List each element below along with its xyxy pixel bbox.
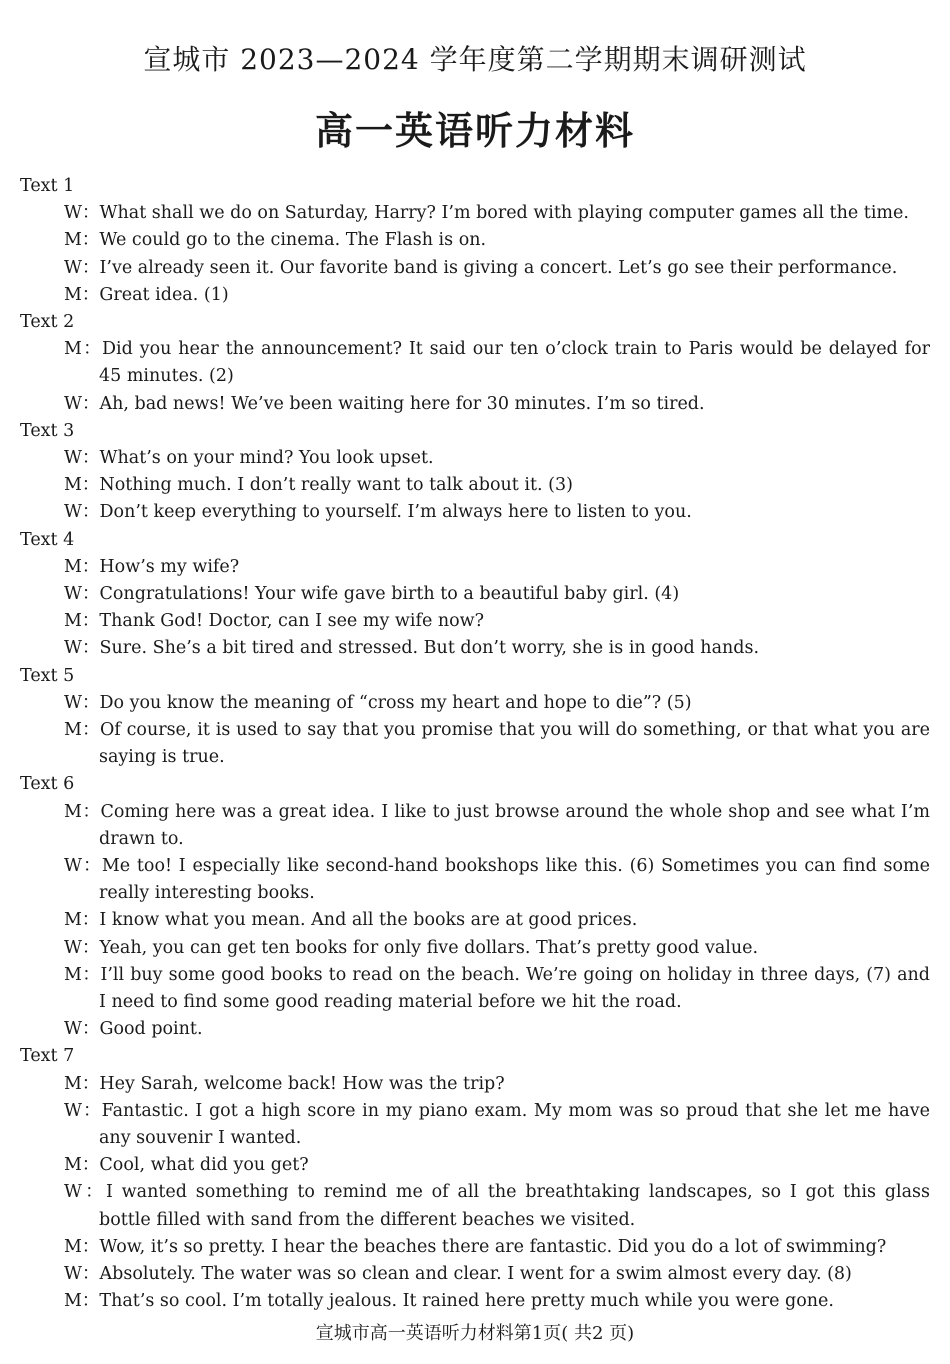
text-heading: Text 1 [20,176,75,196]
dialogue-line [64,472,930,499]
speaker-label: M： [64,1236,100,1257]
document-subtitle: 高一英语听力材料 [314,109,635,153]
dialogue-line [64,391,930,418]
speaker-label: W： [64,1100,102,1121]
text-heading: Text 3 [20,420,75,441]
dialogue-text: Absolutely. The water was so clean and clear. I went for a swim almost every day. (8) [99,1264,852,1285]
speaker-label: M： [64,1155,100,1176]
speaker-label: W： [64,257,100,278]
dialogue-text: That’s so cool. I’m totally jealous. It rained here pretty much while you were gone. [99,1291,834,1312]
dialogue-text: Nothing much. I don’t really want to talk about it. (3) [99,475,573,496]
dialogue-line [64,1261,930,1288]
dialogue-text: Ah, bad news! We’ve been waiting here for 30 minutes. I’m so tired. [99,393,705,414]
dialogue-text: What shall we do on Saturday, Harry? I’m bored with playing computer games all the time. [99,203,909,224]
speaker-label: W： [64,203,100,224]
text-section [20,663,930,772]
dialogue-text: Me too! I especially like second-hand bookshops like this. (6) Sometimes you can find some really interesting books. [99,855,930,904]
speaker-label: M： [64,1073,100,1094]
speaker-label: W： [64,937,100,958]
text-section [20,309,930,418]
dialogue-line [64,935,930,962]
page-footer: 宣城市高一英语听力材料第1页( 共2 页) [315,1323,635,1344]
speaker-label: M： [64,230,100,251]
dialogue-text: Coming here was a great idea. I like to just browse around the whole shop and see what I’m drawn to. [99,801,931,849]
dialogue-text: Don’t keep everything to yourself. I’m always here to listen to you. [99,502,692,523]
speaker-label: W： [64,855,102,876]
dialogue-text: We could go to the cinema. The Flash is on. [99,230,487,251]
document-title: 宣城市 2023—2024 学年度第二学期期末调研测试 [143,43,807,76]
text-heading: Text 5 [20,665,75,686]
speaker-label: M： [64,964,101,985]
dialogue-line [64,608,930,635]
speaker-label: W： [64,638,100,659]
dialogue-text: I know what you mean. And all the books are at good prices. [99,910,638,931]
dialogue-line [64,581,930,608]
speaker-label: W： [64,447,100,468]
speaker-label: W： [64,502,100,523]
dialogue-line [64,255,930,282]
dialogue-text: Good point. [99,1019,203,1040]
text-section [20,173,930,309]
speaker-label: W： [64,692,100,713]
dialogue-line [64,907,930,934]
dialogue-text: Fantastic. I got a high score in my piano exam. My mom was so proud that she let me have any souvenir I wanted. [99,1100,930,1148]
dialogue-text: Cool, what did you get? [99,1155,309,1176]
dialogue-text: Congratulations! Your wife gave birth to a beautiful baby girl. (4) [99,583,680,604]
dialogue-line [64,1016,930,1043]
text-heading: Text 7 [20,1046,75,1067]
speaker-label: M： [64,801,101,822]
dialogue-line [64,499,930,526]
dialogue-line [64,635,930,662]
dialogue-text: Do you know the meaning of “cross my heart and hope to die”? (5) [99,692,692,713]
dialogue-text: Did you hear the announcement? It said our ten o’clock train to Paris would be delayed for 45 minutes. (2) [99,339,930,387]
speaker-label: W： [64,1264,100,1285]
dialogue-line [64,1288,930,1315]
text-section [20,418,930,527]
dialogue-line [64,282,930,309]
dialogue-text: How’s my wife? [99,556,240,577]
speaker-label: M： [64,284,100,305]
dialogue-text: Of course, it is used to say that you promise that you will do something, or that what you are saying is true. [99,719,930,768]
speaker-label: M： [64,556,100,577]
speaker-label: M： [64,611,100,632]
text-heading: Text 2 [20,312,75,332]
text-heading: Text 6 [20,774,75,795]
dialogue-line [64,1179,930,1233]
speaker-label: W： [64,1019,100,1040]
dialogue-line [64,690,930,717]
dialogue-text: What’s on your mind? You look upset. [99,447,434,468]
speaker-label: W： [64,393,100,414]
dialogue-text: Sure. She’s a bit tired and stressed. But don’t worry, she is in good hands. [99,638,760,659]
speaker-label: W： [64,583,100,604]
dialogue-line [64,227,930,254]
speaker-label: M： [64,719,100,740]
text-section [20,527,930,663]
speaker-label: M： [64,1291,100,1312]
dialogue-line [64,1234,930,1261]
speaker-label: W： [64,1182,106,1203]
dialogue-text: Wow, it’s so pretty. I hear the beaches there are fantastic. Did you do a lot of swimming? [99,1236,887,1257]
transcript-content [20,173,930,1315]
dialogue-line [64,853,930,907]
dialogue-text: I’ve already seen it. Our favorite band is giving a concert. Let’s go see their performance. [99,257,898,278]
speaker-label: M： [64,910,100,931]
dialogue-text: I wanted something to remind me of all the breathtaking landscapes, so I got this glass bottle filled with sand from the different beaches we visited. [99,1182,930,1230]
speaker-label: M： [64,339,103,360]
dialogue-line [64,200,930,227]
text-section [20,771,930,1043]
dialogue-line [64,1152,930,1179]
speaker-label: M： [64,475,100,496]
dialogue-line [64,336,930,390]
dialogue-line [64,554,930,581]
dialogue-text: Yeah, you can get ten books for only five dollars. That’s pretty good value. [99,937,759,958]
dialogue-text: Great idea. (1) [99,284,229,305]
dialogue-line [64,799,930,853]
dialogue-line [64,962,930,1016]
text-heading: Text 4 [20,529,75,550]
dialogue-line [64,1071,930,1098]
text-section [20,1043,930,1315]
dialogue-line [64,1098,930,1152]
dialogue-text: Thank God! Doctor, can I see my wife now? [99,611,485,632]
dialogue-text: I’ll buy some good books to read on the beach. We’re going on holiday in three days, (7) and I need to find some good reading material before we hit the road. [99,964,930,1012]
dialogue-line [64,717,930,771]
dialogue-line [64,445,930,472]
dialogue-text: Hey Sarah, welcome back! How was the trip? [99,1073,505,1094]
